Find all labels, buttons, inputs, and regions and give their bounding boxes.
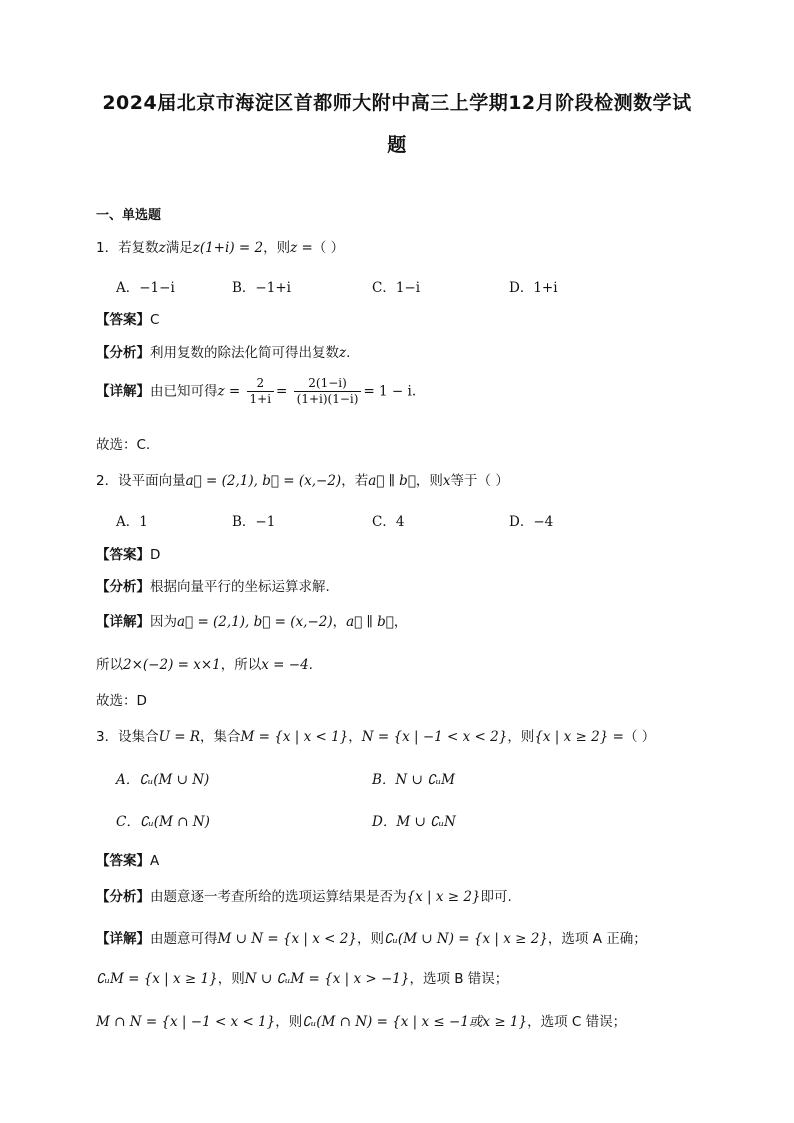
q3-detail-c: M ∩ N = {x | −1 < x < 1}，则∁ᵤ(M ∩ N) = {x | x ≤ −1或x ≥ 1}，选项 C 错误； xyxy=(96,1014,627,1030)
q2-option-c: C．4 xyxy=(372,514,405,530)
q3-answer: 【答案】A xyxy=(96,853,160,869)
q2-option-b: B．−1 xyxy=(232,514,276,530)
q3-analysis: 【分析】由题意逐一考查所给的选项运算结果是否为{x | x ≥ 2}即可. xyxy=(96,889,512,905)
q2-analysis: 【分析】根据向量平行的坐标运算求解. xyxy=(96,579,330,595)
q3-option-a: A．∁ᵤ(M ∪ N) xyxy=(116,772,210,788)
q1-option-a: A．−1−i xyxy=(116,280,175,296)
q1-option-d: D．1+i xyxy=(509,280,558,296)
document-title-line-2: 题 xyxy=(387,134,407,156)
q1-detail: 【详解】由已知可得z = $\frac{2}{1+i}$ = $\frac{2(1-i)}{(1+i)(1-i)}$ = 1 − i. xyxy=(96,376,417,406)
q1-stem: 1．若复数z满足z(1+i) = 2，则z =（ ） xyxy=(96,240,345,256)
section-heading: 一、单选题 xyxy=(96,208,162,223)
q3-option-b: B．N ∪ ∁ᵤM xyxy=(372,772,455,788)
q1-option-c: C．1−i xyxy=(372,280,421,296)
q2-detail-result: 所以2×(−2) = x×1，所以x = −4. xyxy=(96,657,313,673)
q3-detail: 【详解】由题意可得M ∪ N = {x | x < 2}，则∁ᵤ(M ∪ N) = {x | x ≥ 2}，选项 A 正确； xyxy=(96,931,647,947)
q2-detail: 【详解】因为a⃗ = (2,1), b⃗ = (x,−2)，a⃗ ∥ b⃗， xyxy=(96,614,408,630)
q3-option-c: C．∁ᵤ(M ∩ N) xyxy=(116,814,210,830)
q1-choose: 故选：C. xyxy=(96,437,151,453)
q1-analysis: 【分析】利用复数的除法化简可得出复数z. xyxy=(96,345,351,361)
q3-stem: 3．设集合U = R，集合M = {x | x < 1}，N = {x | −1 < x < 2}，则{x | x ≥ 2} =（ ） xyxy=(96,729,656,745)
fraction: $\frac{2}{1+i}$ xyxy=(247,376,275,407)
q3-option-d: D．M ∪ ∁ᵤN xyxy=(372,814,456,830)
q2-choose: 故选：D xyxy=(96,693,147,709)
q2-option-a: A．1 xyxy=(116,514,148,530)
q1-answer: 【答案】C xyxy=(96,312,160,328)
fraction: $\frac{2(1-i)}{(1+i)(1-i)}$ xyxy=(294,376,362,407)
q2-stem: 2．设平面向量a⃗ = (2,1), b⃗ = (x,−2)，若a⃗ ∥ b⃗，则x等于（ ） xyxy=(96,473,509,489)
q2-option-d: D．−4 xyxy=(509,514,554,530)
q2-answer: 【答案】D xyxy=(96,547,161,563)
q3-detail-b: ∁ᵤM = {x | x ≥ 1}，则N ∪ ∁ᵤM = {x | x > −1}，选项 B 错误； xyxy=(96,971,509,987)
document-title-line-1: 2024届北京市海淀区首都师大附中高三上学期12月阶段检测数学试 xyxy=(102,92,692,114)
q1-option-b: B．−1+i xyxy=(232,280,291,296)
